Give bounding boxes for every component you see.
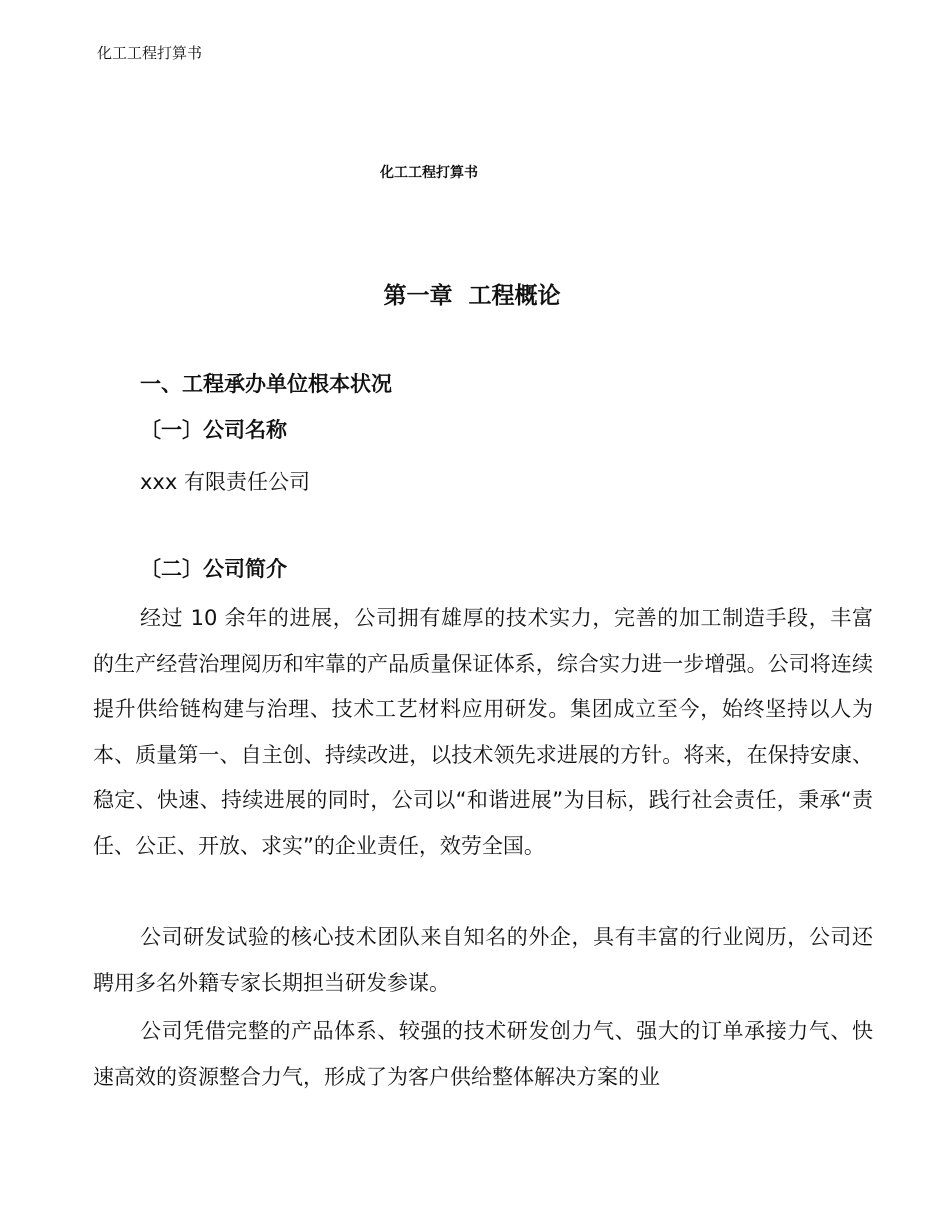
- page-running-header: 化工工程打算书: [97, 44, 203, 62]
- section-heading-company-overview: 一、工程承办单位根本状况: [140, 372, 392, 396]
- body-paragraph: 公司凭借完整的产品体系、较强的技术研发创力气、强大的订单承接力气、快速高效的资源整合力气，形成了为客户供给整体解决方案的业: [93, 1019, 873, 1089]
- chapter-title: 第一章 工程概论: [383, 283, 561, 309]
- subsection-heading-company-name: 〔一〕公司名称: [140, 418, 287, 442]
- body-paragraph: 公司研发试验的核心技术团队来自知名的外企，具有丰富的行业阅历，公司还聘用多名外籍专家长期担当研发参谋。: [93, 925, 873, 995]
- document-title: 化工工程打算书: [380, 165, 478, 181]
- body-paragraph: 经过 10 余年的进展，公司拥有雄厚的技术实力，完善的加工制造手段，丰富的生产经营治理阅历和牢靠的产品质量保证体系，综合实力进一步增强。公司将连续提升供给链构建与治理、技术工艺材料应用研发。集团成立至今，始终坚持以人为本、质量第一、自主创、持续改进，以技术领先求进展的方针。将来，在保持安康、稳定、快速、持续进展的同时，公司以“和谐进展”为目标，践行社会责任，秉承“责任、公正、开放、求实”的企业责任，效劳全国。: [93, 606, 873, 858]
- subsection-heading-company-profile: 〔二〕公司简介: [140, 557, 287, 581]
- company-name-text: xxx 有限责任公司: [140, 470, 310, 494]
